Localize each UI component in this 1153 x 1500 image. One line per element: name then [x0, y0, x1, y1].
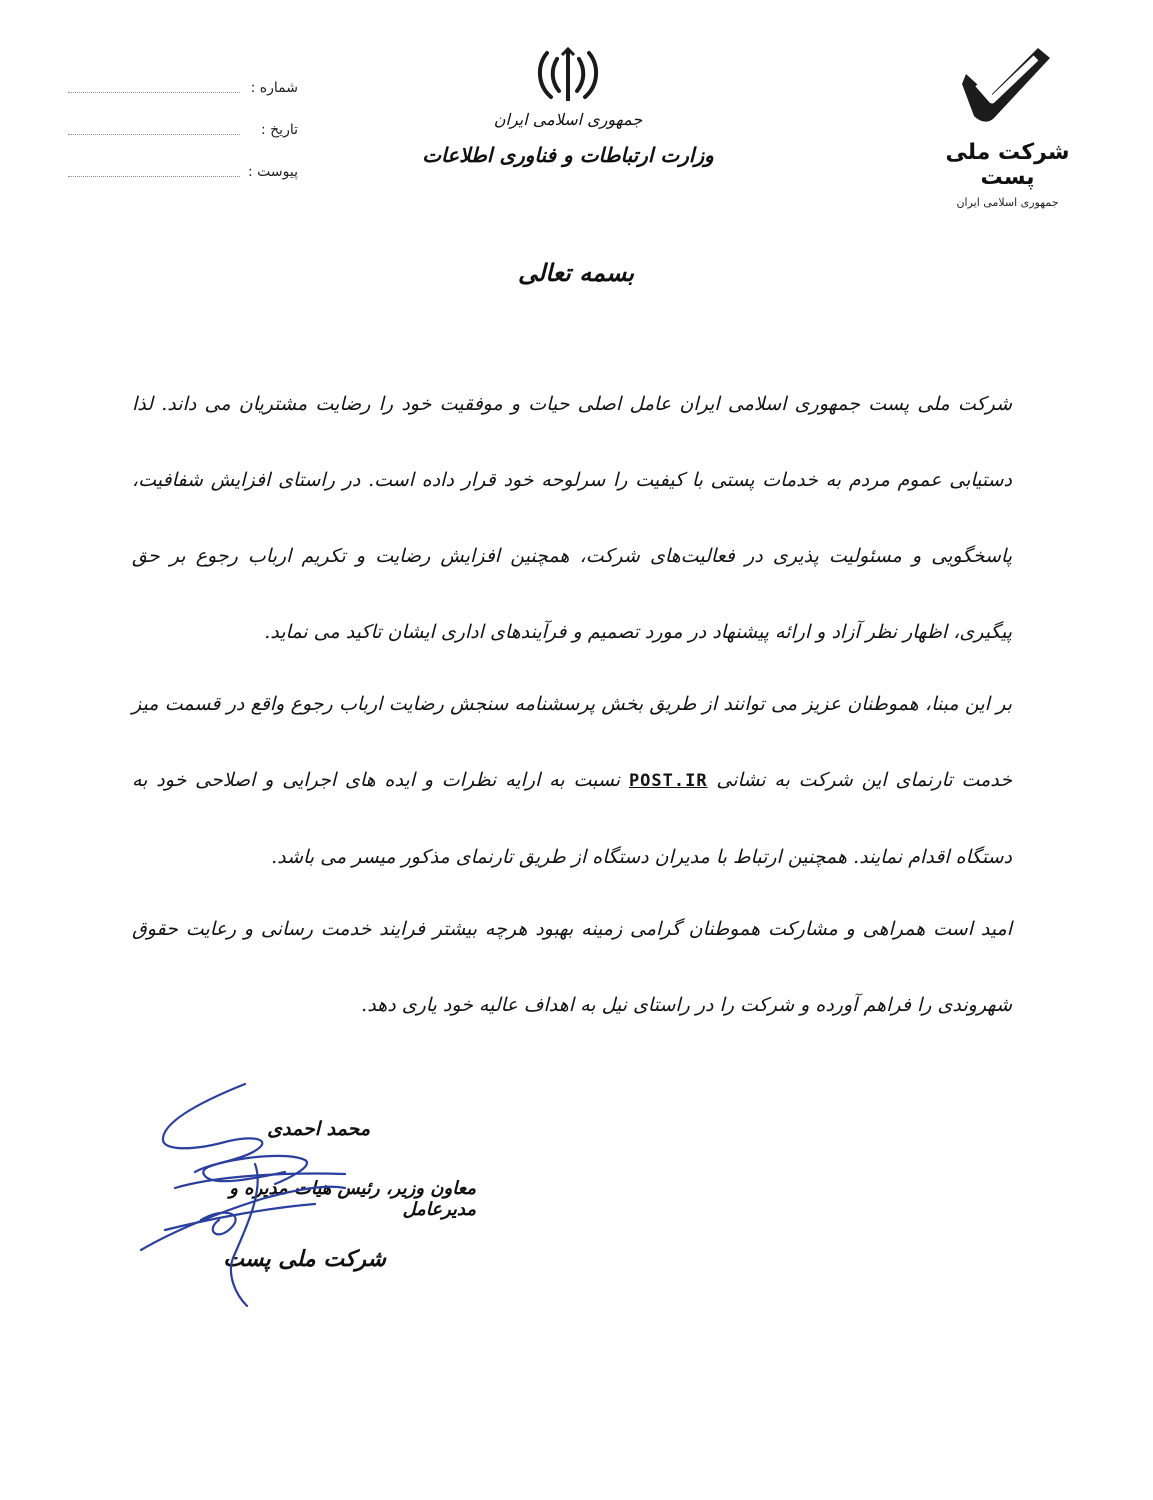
ministry-heading — [400, 110, 736, 167]
meta-date-line — [68, 134, 240, 135]
salutation: بسمه تعالی — [517, 258, 635, 287]
company-logo-text — [920, 140, 1095, 209]
letter-meta-fields — [68, 78, 308, 204]
signatory-name: محمد احمدی — [267, 1118, 370, 1140]
signatory-company: شرکت ملی پست — [223, 1246, 386, 1272]
meta-attachment-label: پیوست : — [248, 164, 298, 180]
signatory-title: معاون وزیر، رئیس هیات مدیره و مدیرعامل — [229, 1178, 476, 1220]
company-logo-name: شرکت ملی پست — [945, 140, 1070, 190]
website-link[interactable]: POST.IR — [628, 771, 708, 791]
meta-attachment-line — [68, 176, 240, 177]
company-logo-subtitle: جمهوری اسلامی ایران — [956, 196, 1059, 209]
meta-date-label: تاریخ : — [260, 122, 298, 138]
body-paragraph-2-end: نسبت به ارایه نظرات و ایده های اجرایی و اصلاحی خود به دستگاه اقدام نمایند. همچنین ارتباط با مدیران دستگاه از طریق تارنمای مذکور میسر می باشد. — [132, 769, 1012, 868]
body-paragraph-2-start: بر این مبنا، هموطنان عزیز می توانند از طریق بخش پرسشنامه سنجش رضایت ارباب رجوع واقع در قسمت میز خدمت تارنمای این شرکت به نشانی — [132, 693, 1013, 791]
meta-number-line — [68, 92, 240, 93]
body-paragraph-2 — [132, 666, 1012, 895]
government-name: جمهوری اسلامی ایران — [493, 110, 643, 129]
body-paragraph-1: شرکت ملی پست جمهوری اسلامی ایران عامل اصلی حیات و موفقیت خود را رضایت مشتریان می داند. لذا دستیابی عموم مردم به خدمات پستی با کیفیت را سرلوحه خود قرار داده است. در راستای افزایش شفافیت، پاسخگویی و مسئولیت پذیری در فعالیت‌های شرکت، همچنین افزایش رضایت و تکریم ارباب رجوع بر حق پیگیری، اظهار نظر آزاد و ارائه پیشنهاد در مورد تصمیم و فرآیندهای اداری ایشان تاکید می نماید. — [132, 393, 1012, 643]
post-envelope-logo-icon — [960, 44, 1052, 126]
body-paragraph-3: امید است همراهی و مشارکت هموطنان گرامی زمینه بهبود هرچه بیشتر فرایند خدمت رسانی و رعایت حقوق شهروندی را فراهم آورده و شرکت را در راستای نیل به اهداف عالیه خود یاری دهد. — [132, 918, 1012, 1016]
letter-body — [132, 366, 1012, 1047]
meta-number-label: شماره : — [250, 80, 298, 96]
iran-emblem-icon — [533, 45, 603, 105]
meta-date-row — [68, 120, 308, 162]
ministry-name: وزارت ارتباطات و فناوری اطلاعات — [422, 143, 714, 167]
meta-number-row — [68, 78, 308, 120]
meta-attachment-row — [68, 162, 308, 204]
